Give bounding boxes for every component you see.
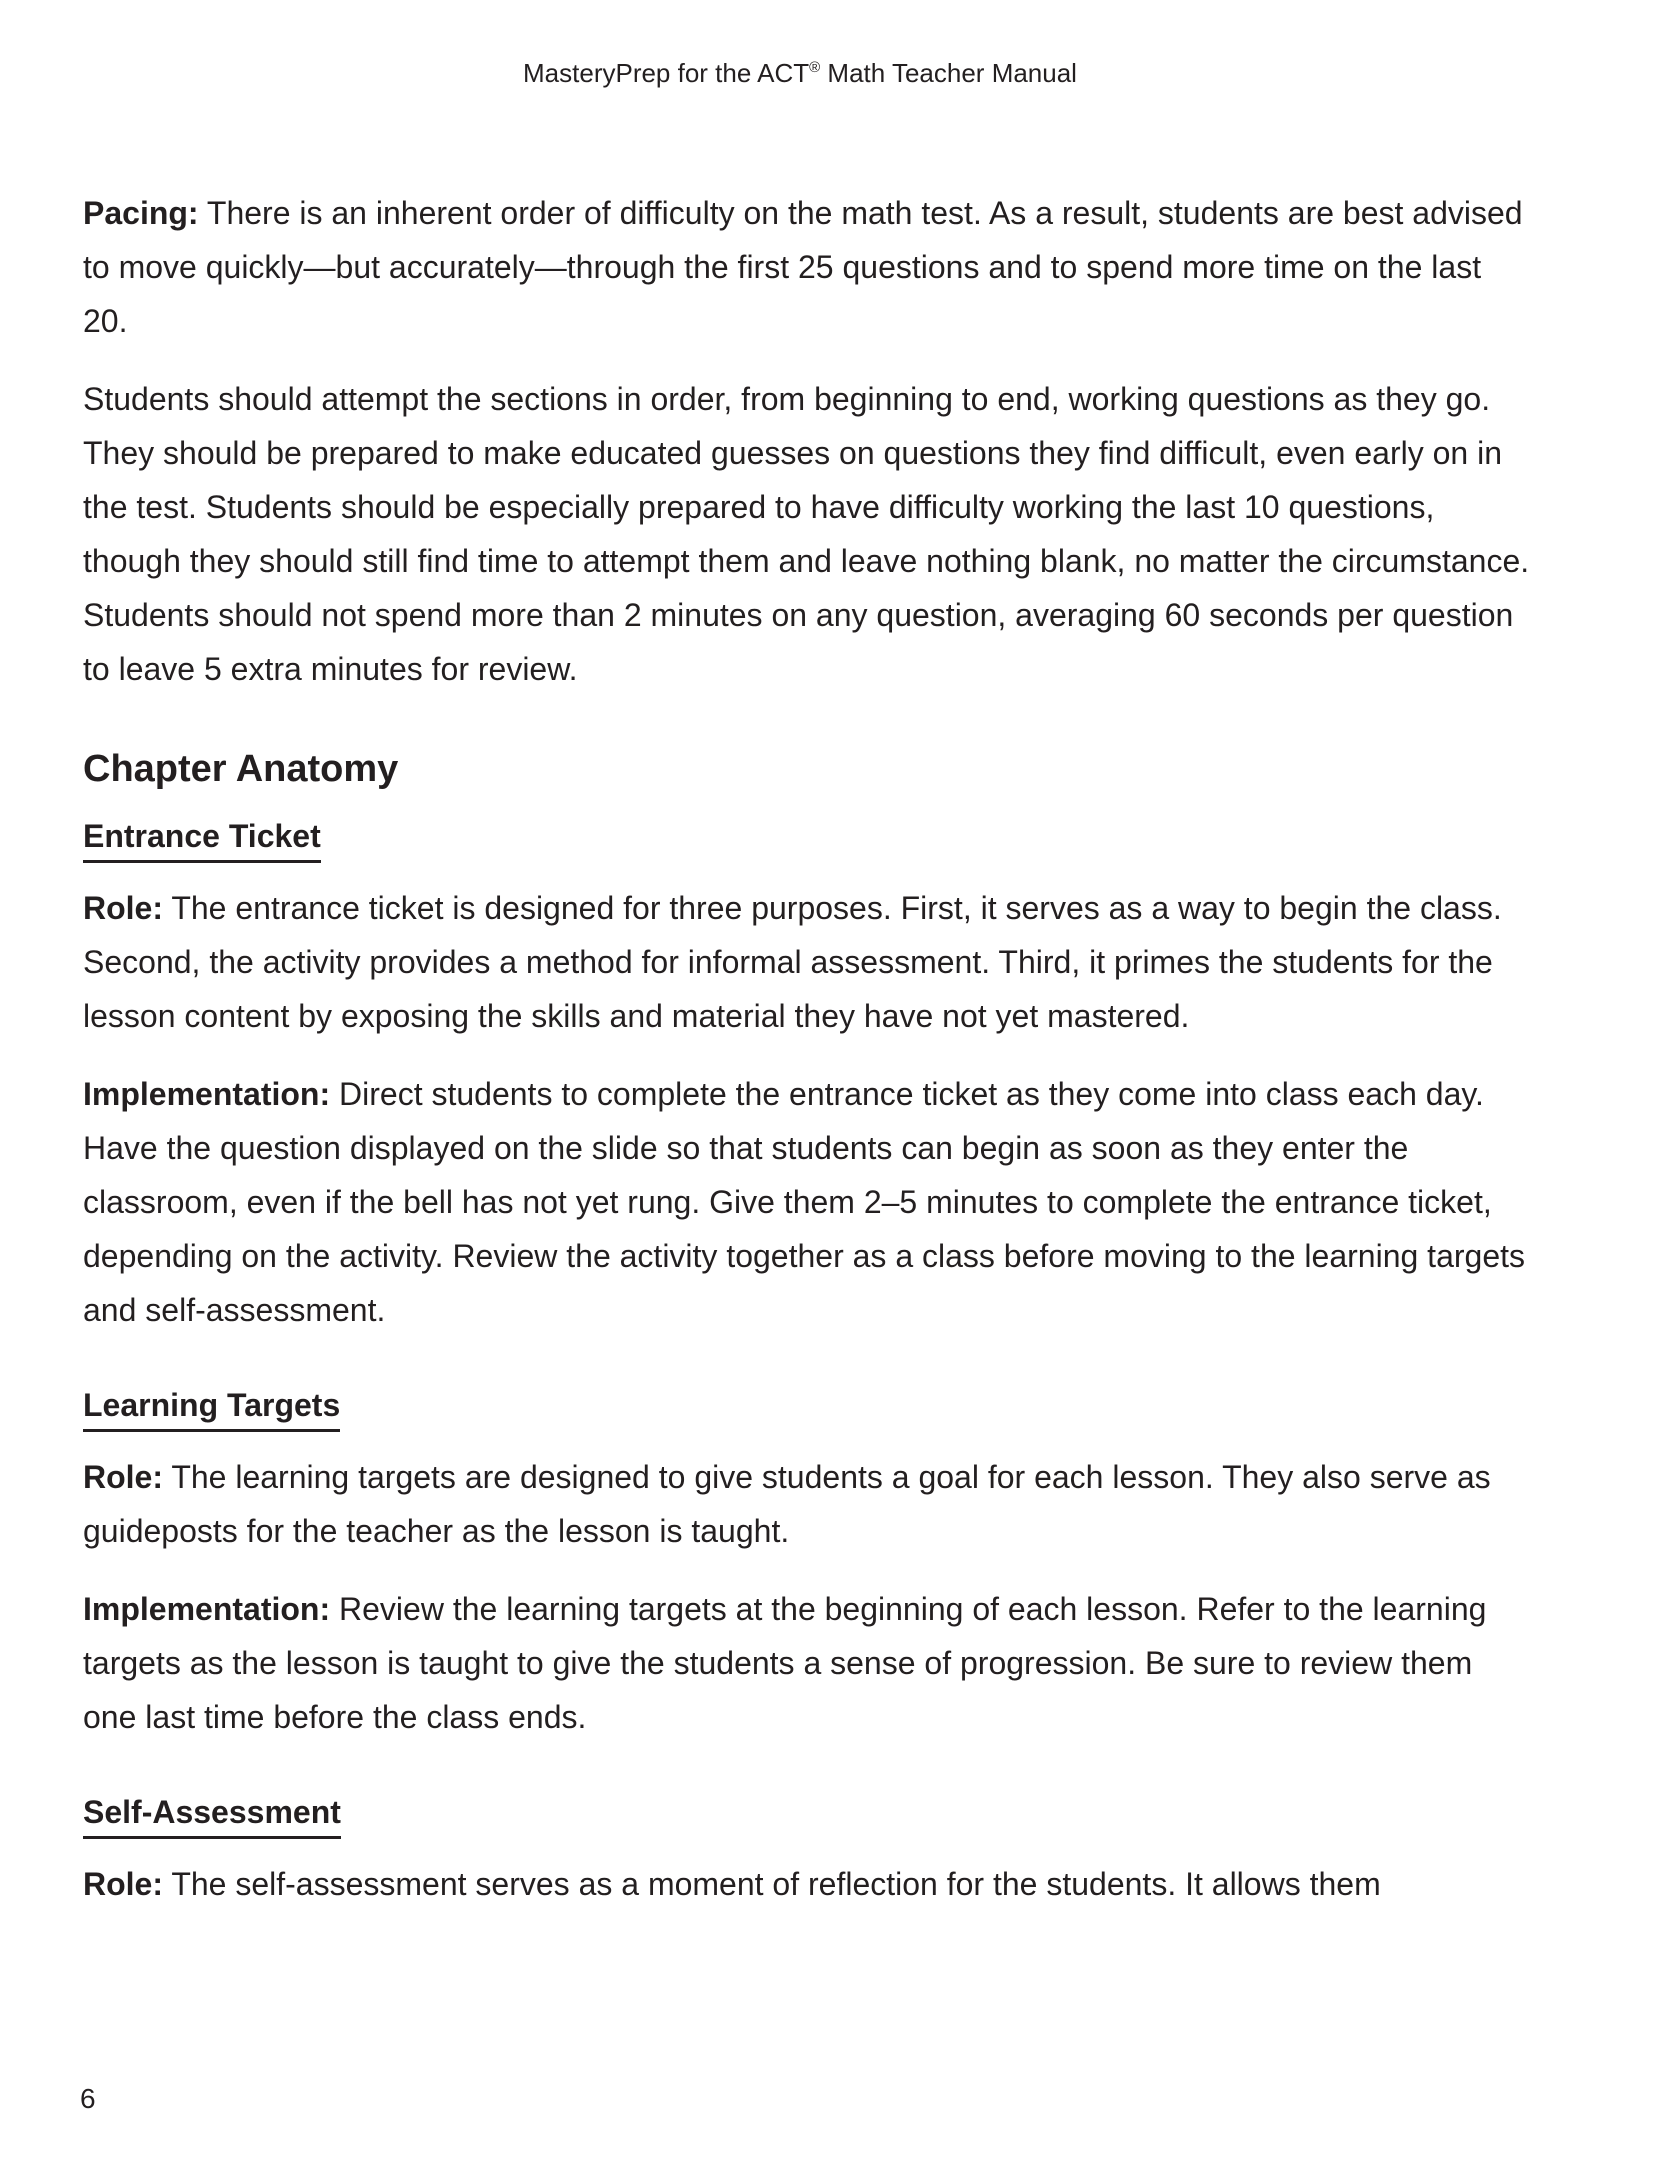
role-text: The learning targets are designed to give students a goal for each lesson. They also serve as guideposts for the teacher as the lesson is taught. [83,1459,1491,1549]
implementation-text: Direct students to complete the entrance ticket as they come into class each day. Have the question displayed on the slide so that students can begin as soon as they enter the classroom, even if the bell has not yet rung. Give them 2–5 minutes to complete the entrance ticket, depending on the activity. Review the activity together as a class before moving to the learning targets and self-assessment. [83,1076,1525,1328]
entrance-ticket-heading-wrap [83,816,1533,863]
role-label: Role: [83,1866,163,1902]
pacing-text: There is an inherent order of difficulty on the math test. As a result, students are best advised to move quickly—but accurately—through the first 25 questions and to spend more time on the last 20. [83,195,1523,339]
learning-targets-heading-wrap [83,1385,1533,1432]
pacing-label: Pacing: [83,195,199,231]
pacing-paragraph-2: Students should attempt the sections in order, from beginning to end, working questions as they go. They should be prepared to make educated guesses on questions they find difficult, even early on in the test. Students should be especially prepared to have difficulty working the last 10 questions, though they should still find time to attempt them and leave nothing blank, no matter the circumstance. Students should not spend more than 2 minutes on any question, averaging 60 seconds per question to leave 5 extra minutes for review. [83,381,1530,687]
pacing-paragraph [83,186,1533,348]
role-text: The self-assessment serves as a moment of reflection for the students. It allows them [163,1866,1381,1902]
self-assessment-role [83,1857,1533,1911]
implementation-label: Implementation: [83,1591,331,1627]
role-label: Role: [83,1459,163,1495]
role-text: The entrance ticket is designed for three purposes. First, it serves as a way to begin the class. Second, the activity provides a method for informal assessment. Third, it primes the students for the lesson content by exposing the skills and material they have not yet mastered. [83,890,1502,1034]
registered-mark: ® [809,59,821,76]
learning-targets-heading: Learning Targets [83,1385,340,1432]
running-header [0,58,1600,89]
implementation-text: Review the learning targets at the beginning of each lesson. Refer to the learning targets as the lesson is taught to give the students a sense of progression. Be sure to review them one last time before the class ends. [83,1591,1487,1735]
learning-targets-implementation [83,1582,1533,1744]
role-label: Role: [83,890,163,926]
implementation-label: Implementation: [83,1076,331,1112]
self-assessment-heading-wrap [83,1792,1533,1839]
header-title: MasteryPrep for the ACT [523,58,810,88]
self-assessment-heading: Self-Assessment [83,1792,341,1839]
chapter-anatomy-heading: Chapter Anatomy [83,748,399,790]
page-content [83,186,1533,1935]
entrance-ticket-implementation [83,1067,1533,1337]
entrance-ticket-heading: Entrance Ticket [83,816,321,863]
entrance-ticket-role [83,881,1533,1043]
header-subtitle: Math Teacher Manual [820,58,1077,88]
page-number: 6 [80,2083,96,2114]
learning-targets-role [83,1450,1533,1558]
